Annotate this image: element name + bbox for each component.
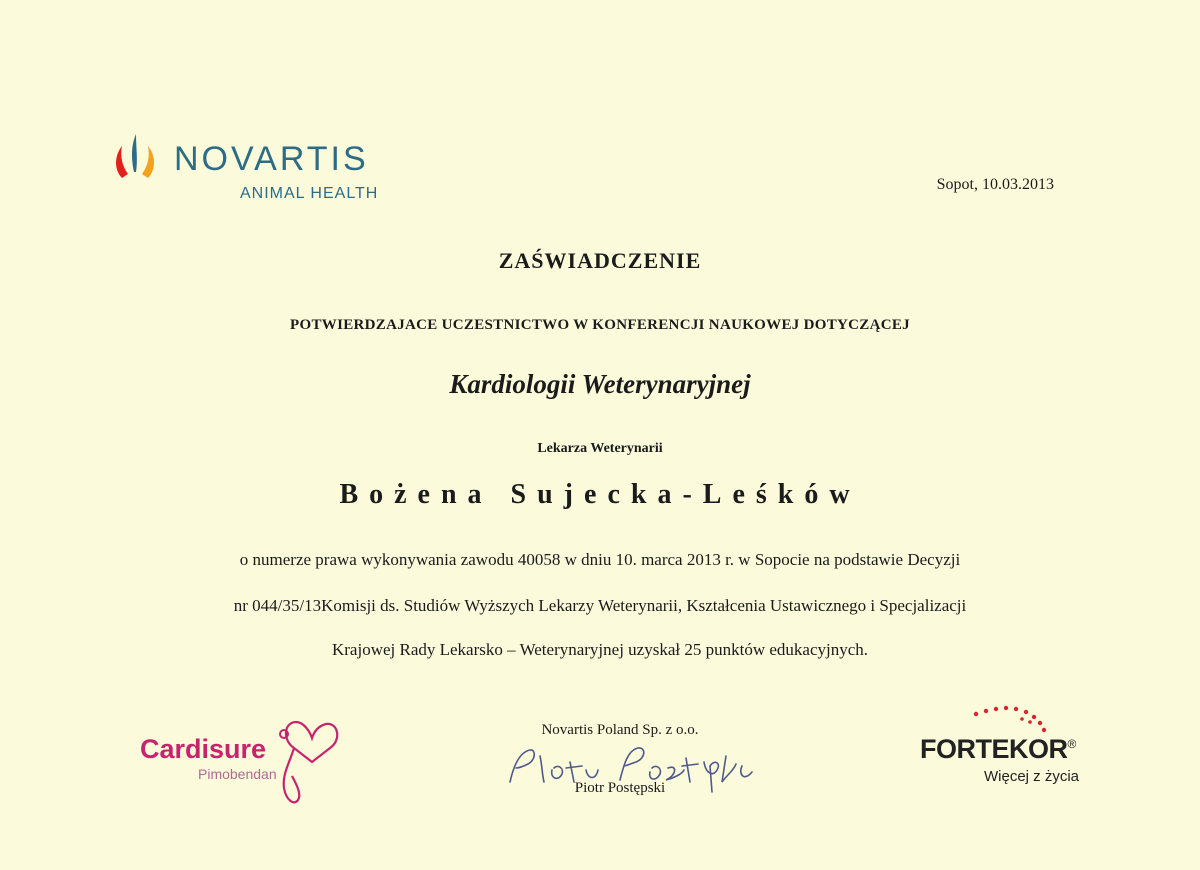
novartis-logo xyxy=(112,128,402,208)
company-name: Novartis Poland Sp. z o.o. xyxy=(541,722,699,738)
novartis-name: NOVARTIS xyxy=(174,140,369,178)
recipient-name: Bożena Sujecka-Leśków xyxy=(339,479,861,510)
novartis-flame-icon xyxy=(112,132,158,182)
cardisure-logo xyxy=(138,714,358,810)
fortekor-tagline: Więcej z życia xyxy=(984,768,1080,785)
signer-name: Piotr Postępski xyxy=(574,780,666,796)
fortekor-logo xyxy=(918,704,1108,800)
body-line: nr 044/35/13Komisji ds. Studiów Wyższych Lekarzy Weterynarii, Kształcenia Ustawicznego i Specjalizacji xyxy=(233,596,967,615)
registered-mark: ® xyxy=(1067,737,1076,751)
cardisure-name: Cardisure xyxy=(140,734,267,764)
recipient-role: Lekarza Weterynarii xyxy=(537,441,663,456)
fortekor-name-text: FORTEKOR xyxy=(920,734,1068,764)
stethoscope-heart-icon xyxy=(276,714,360,810)
body-line: Krajowej Rady Lekarsko – Weterynaryjnej uzyskał 25 punktów edukacyjnych. xyxy=(331,640,869,659)
red-dots-icon xyxy=(970,704,1060,736)
issue-date: Sopot, 10.03.2013 xyxy=(936,176,1054,193)
certificate-subtitle: POTWIERDZAJACE UCZESTNICTWO W KONFERENCJI NAUKOWEJ DOTYCZĄCEJ xyxy=(290,317,910,333)
signature-block xyxy=(470,720,770,810)
novartis-subtitle: ANIMAL HEALTH xyxy=(240,185,379,202)
conference-topic: Kardiologii Weterynaryjnej xyxy=(449,369,751,399)
body-line: o numerze prawa wykonywania zawodu 40058 w dniu 10. marca 2013 r. w Sopocie na podstawie Decyzji xyxy=(239,550,961,569)
cardisure-subtitle: Pimobendan xyxy=(198,766,277,782)
certificate-title: ZAŚWIADCZENIE xyxy=(498,248,702,273)
fortekor-name xyxy=(920,734,1076,765)
